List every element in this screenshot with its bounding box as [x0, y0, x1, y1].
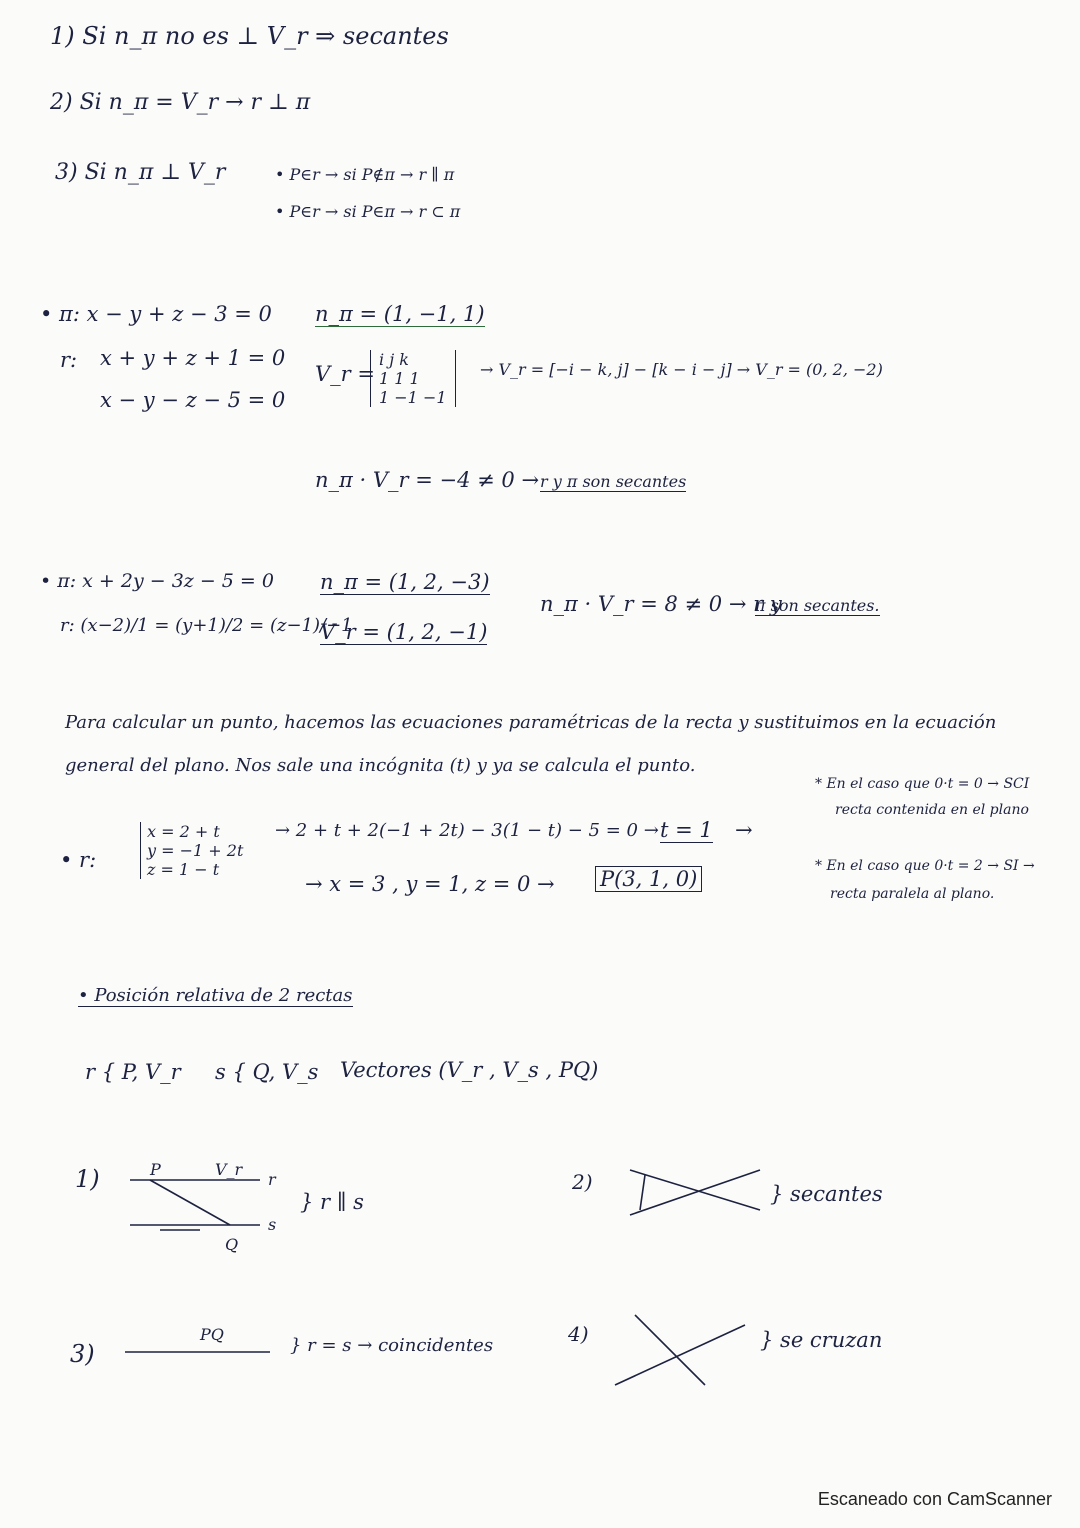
- dot-product: n_π · V_r = −4 ≠ 0 →: [315, 468, 540, 492]
- param-label: • r:: [60, 848, 97, 872]
- label-q: Q: [225, 1235, 239, 1254]
- case-1-number: 1): [75, 1165, 100, 1193]
- plane-eq: • π: x + 2y − 3z − 5 = 0: [40, 570, 274, 592]
- case-4-number: 4): [568, 1322, 589, 1346]
- note-2: recta contenida en el plano: [835, 802, 1029, 818]
- s-definition: s { Q, V_s: [215, 1060, 319, 1084]
- line-eq-2: x − y − z − 5 = 0: [100, 388, 286, 412]
- det-row-2: 1 1 1: [379, 369, 420, 388]
- line-eq: r: (x−2)/1 = (y+1)/2 = (z−1)/−1: [60, 615, 353, 636]
- line-eq-1: x + y + z + 1 = 0: [100, 346, 286, 370]
- vr-vector: V_r = (1, 2, −1): [320, 620, 488, 644]
- result: r y π son secantes: [540, 472, 687, 491]
- label-s: s: [268, 1215, 277, 1234]
- scanner-watermark: Escaneado con CamScanner: [817, 1489, 1052, 1509]
- paragraph-line-2: general del plano. Nos sale una incógnita (t) y ya se calcula el punto.: [65, 755, 696, 776]
- t-value: t = 1: [660, 818, 713, 842]
- case-4-result: } se cruzan: [760, 1328, 883, 1352]
- rule-3: 3) Si n_π ⊥ V_r: [55, 160, 226, 185]
- param-y: y = −1 + 2t: [147, 841, 244, 860]
- param-z: z = 1 − t: [147, 860, 220, 879]
- normal-vector: n_π = (1, 2, −3): [320, 570, 490, 594]
- vr-label: V_r =: [315, 362, 375, 386]
- arrow: →: [735, 818, 753, 842]
- note-3: * En el caso que 0·t = 2 → SI →: [815, 858, 1035, 874]
- plane-eq: • π: x − y + z − 3 = 0: [40, 302, 272, 326]
- secant-lines-diagram: [620, 1160, 770, 1230]
- label-pq: PQ: [200, 1325, 224, 1344]
- case-1-result: } r ∥ s: [300, 1190, 364, 1214]
- note-4: recta paralela al plano.: [830, 886, 995, 902]
- result: π son secantes.: [755, 596, 880, 615]
- case-2-result: } secantes: [770, 1182, 883, 1206]
- line-label: r:: [60, 348, 78, 372]
- case-3-number: 3): [70, 1340, 95, 1368]
- rule-3a: • P∈r → si P∉π → r ∥ π: [275, 165, 455, 184]
- param-x: x = 2 + t: [147, 822, 220, 841]
- cross-product: → V_r = [−i − k, j] − [k − i − j] → V_r = (0, 2, −2): [480, 360, 883, 379]
- paragraph-line-1: Para calcular un punto, hacemos las ecuaciones paramétricas de la recta y sustituimos en la ecuación: [65, 712, 997, 733]
- case-2-number: 2): [572, 1170, 593, 1194]
- note-1: * En el caso que 0·t = 0 → SCI: [815, 776, 1030, 792]
- case-3-result: } r = s → coincidentes: [290, 1335, 494, 1356]
- point-result: P(3, 1, 0): [595, 866, 702, 892]
- rule-2: 2) Si n_π = V_r → r ⊥ π: [50, 90, 311, 115]
- substitution: → 2 + t + 2(−1 + 2t) − 3(1 − t) − 5 = 0 →: [275, 820, 659, 841]
- label-vr: V_r: [215, 1160, 243, 1179]
- solution: → x = 3 , y = 1, z = 0 →: [305, 872, 555, 896]
- parallel-lines-diagram: [120, 1150, 290, 1250]
- crossing-lines-diagram: [610, 1310, 760, 1410]
- label-r: r: [268, 1170, 276, 1189]
- section-title: • Posición relativa de 2 rectas: [78, 985, 353, 1006]
- vectors: Vectores (V_r , V_s , PQ): [340, 1058, 599, 1082]
- normal-vector: n_π = (1, −1, 1): [315, 302, 485, 326]
- det-row-3: 1 −1 −1: [379, 388, 447, 407]
- label-p: P: [150, 1160, 161, 1179]
- rule-3b: • P∈r → si P∈π → r ⊂ π: [275, 202, 461, 221]
- rule-1: 1) Si n_π no es ⊥ V_r ⇒ secantes: [50, 22, 449, 50]
- det-row-1: i j k: [379, 350, 409, 369]
- r-definition: r { P, V_r: [85, 1060, 181, 1084]
- dot-product: n_π · V_r = 8 ≠ 0 → r y: [540, 592, 782, 616]
